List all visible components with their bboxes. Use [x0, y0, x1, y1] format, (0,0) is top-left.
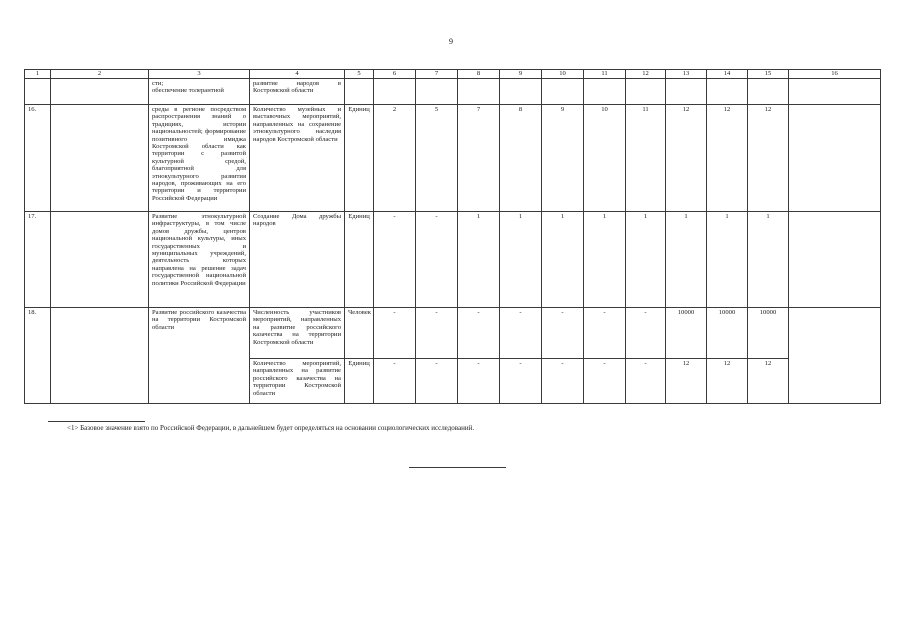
value-cell: -	[458, 359, 500, 404]
value-cell: 12	[748, 105, 789, 212]
continuation-row	[25, 79, 881, 105]
value-cell: -	[416, 359, 458, 404]
indicator-cell: Численность участников мероприятий, направленных на развитие российского казачества на территории Костромской области	[250, 308, 345, 359]
page-number: 9	[449, 37, 453, 46]
value-cell: -	[416, 308, 458, 359]
header-cell: 10	[542, 70, 584, 79]
value-cell: -	[416, 212, 458, 308]
empty-cell	[51, 212, 149, 308]
header-cell: 13	[666, 70, 707, 79]
header-cell: 2	[51, 70, 149, 79]
footnote: <1> Базовое значение взято по Российской Федерации, в дальнейшем будет определяться на основании социологических исследований.	[67, 424, 475, 432]
empty-cell	[51, 308, 149, 404]
value-cell: 10000	[707, 308, 748, 359]
task-cell: среды в регионе посредством распространения знаний о традициях, истории национальностей; формирование позитивного имиджа Костромской области как территории с развитой культурной средой, благоприятной для этнокультурного развития народов, проживающих на его территории и территории Российской Федерации	[149, 105, 250, 212]
value-cell: -	[584, 308, 626, 359]
header-cell: 3	[149, 70, 250, 79]
value-cell: -	[500, 308, 542, 359]
value-cell: -	[626, 359, 666, 404]
value-cell: 12	[707, 105, 748, 212]
value-cell: -	[500, 359, 542, 404]
value-cell	[374, 79, 416, 105]
value-cell: 1	[626, 212, 666, 308]
task-cell: Развитие российского казачества на территории Костромской области	[149, 308, 250, 404]
value-cell	[542, 79, 584, 105]
task-cell: Развитие этнокультурной инфраструктуры, в том числе домов дружбы, центров национальной культуры, иных государственных и муниципальных учреждений, деятельность которых направлена на решение задач государственной национальной политики Российской Федерации	[149, 212, 250, 308]
value-cell: 12	[707, 359, 748, 404]
value-cell: 9	[542, 105, 584, 212]
value-cell	[584, 79, 626, 105]
unit-cell	[345, 79, 374, 105]
value-cell: 10	[584, 105, 626, 212]
table-row-17	[25, 212, 881, 308]
value-cell: 12	[666, 359, 707, 404]
indicator-cell: Количество мероприятий, направленных на развитие российского казачества на территории Костромской области	[250, 359, 345, 404]
value-cell: -	[626, 308, 666, 359]
header-cell: 14	[707, 70, 748, 79]
note-cell	[789, 212, 881, 308]
value-cell	[707, 79, 748, 105]
value-cell: 5	[416, 105, 458, 212]
end-divider	[409, 467, 506, 468]
table-row-16	[25, 105, 881, 212]
indicator-cell: Количество музейных и выставочных мероприятий, направленных на сохранение этнокультурного наследия народов Костромской области	[250, 105, 345, 212]
header-cell: 4	[250, 70, 345, 79]
header-cell: 11	[584, 70, 626, 79]
value-cell: 1	[458, 212, 500, 308]
value-cell: 1	[748, 212, 789, 308]
value-cell: 7	[458, 105, 500, 212]
value-cell	[626, 79, 666, 105]
value-cell	[500, 79, 542, 105]
value-cell: 12	[666, 105, 707, 212]
value-cell: 1	[666, 212, 707, 308]
value-cell	[458, 79, 500, 105]
value-cell: 10000	[666, 308, 707, 359]
header-cell: 15	[748, 70, 789, 79]
indicator-cell: развитие народов в Костромской области	[250, 79, 345, 105]
value-cell: -	[584, 359, 626, 404]
value-cell: -	[542, 308, 584, 359]
unit-cell: Единиц	[345, 212, 374, 308]
header-row	[25, 70, 881, 79]
footnote-divider	[48, 421, 145, 422]
value-cell	[666, 79, 707, 105]
value-cell: 10000	[748, 308, 789, 359]
header-cell: 16	[789, 70, 881, 79]
header-cell: 1	[25, 70, 51, 79]
row-number-cell	[25, 79, 51, 105]
value-cell	[416, 79, 458, 105]
row-number-cell: 16.	[25, 105, 51, 212]
table-row-18	[25, 308, 881, 359]
value-cell: 1	[584, 212, 626, 308]
indicator-cell: Создание Дома дружбы народов	[250, 212, 345, 308]
empty-cell	[51, 79, 149, 105]
value-cell: -	[458, 308, 500, 359]
task-cell: сти; обеспечение толерантной	[149, 79, 250, 105]
value-cell: 12	[748, 359, 789, 404]
value-cell: -	[374, 212, 416, 308]
empty-cell	[51, 105, 149, 212]
value-cell: -	[374, 359, 416, 404]
header-cell: 9	[500, 70, 542, 79]
row-number-cell: 18.	[25, 308, 51, 404]
value-cell: 1	[500, 212, 542, 308]
note-cell	[789, 79, 881, 105]
header-cell: 6	[374, 70, 416, 79]
unit-cell: Человек	[345, 308, 374, 359]
value-cell: -	[542, 359, 584, 404]
value-cell	[748, 79, 789, 105]
value-cell: 11	[626, 105, 666, 212]
value-cell: 1	[542, 212, 584, 308]
value-cell: 1	[707, 212, 748, 308]
value-cell: 8	[500, 105, 542, 212]
indicators-table	[24, 69, 881, 404]
note-cell	[789, 308, 881, 404]
value-cell: -	[374, 308, 416, 359]
header-cell: 7	[416, 70, 458, 79]
unit-cell: Единиц	[345, 359, 374, 404]
header-cell: 8	[458, 70, 500, 79]
header-cell: 12	[626, 70, 666, 79]
unit-cell: Единиц	[345, 105, 374, 212]
value-cell: 2	[374, 105, 416, 212]
note-cell	[789, 105, 881, 212]
header-cell: 5	[345, 70, 374, 79]
row-number-cell: 17.	[25, 212, 51, 308]
